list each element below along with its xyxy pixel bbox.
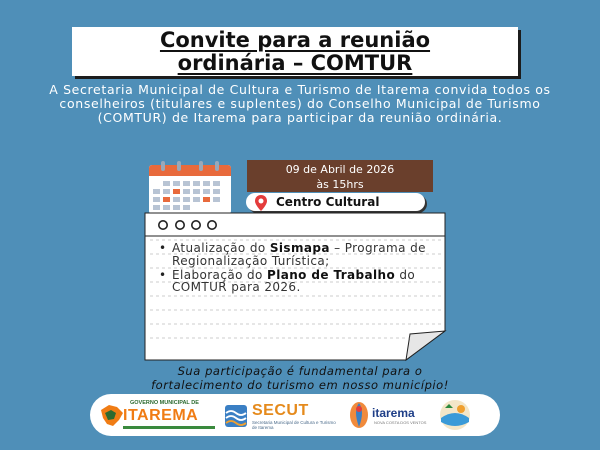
event-time: às 15hrs bbox=[316, 178, 364, 191]
itarema-gov-name: ITAREMA bbox=[123, 407, 199, 424]
agenda-item bbox=[156, 242, 438, 268]
itarema-tourism-logo bbox=[348, 399, 426, 431]
agenda-item-text: Elaboração do bbox=[172, 267, 267, 282]
itarema-government-logo bbox=[99, 400, 215, 430]
itarema-tourism-name: itarema bbox=[372, 406, 415, 420]
agenda-item-text: – Programa de Regionalização Turística; bbox=[172, 241, 426, 268]
agenda-item-bold: Sismapa bbox=[269, 241, 330, 255]
logo-bar bbox=[90, 394, 500, 436]
title-line-2: ordinária – COMTUR bbox=[177, 51, 413, 75]
secut-name: SECUT bbox=[252, 402, 309, 419]
title-line-1: Convite para a reunião bbox=[159, 28, 431, 52]
wave-icon bbox=[224, 404, 248, 428]
closing-line-1: Sua participação é fundamental para o bbox=[177, 364, 423, 378]
round-emblem-icon bbox=[435, 398, 475, 432]
shell-icon bbox=[348, 399, 370, 429]
event-location: Centro Cultural bbox=[276, 195, 380, 209]
agenda-item-text: do COMTUR para 2026. bbox=[172, 267, 416, 295]
agenda-item bbox=[156, 269, 438, 295]
itarema-strip bbox=[123, 426, 215, 429]
itarema-gov-top: GOVERNO MUNICIPAL DE bbox=[130, 400, 199, 406]
intro-text: A Secretaria Municipal de Cultura e Turismo de Itarema convida todos os conselheiros (titulares e suplentes) do Conselho Municipal de Turismo (COMTUR) de Itarema para participar da reunião ordinária. bbox=[49, 82, 551, 126]
event-date: 09 de Abril de 2026 bbox=[285, 163, 395, 176]
secut-logo bbox=[224, 402, 340, 430]
secut-subtitle: Secretaria Municipal de Cultura e Turismo de Itarema bbox=[252, 420, 336, 430]
closing-text bbox=[30, 364, 570, 392]
closing-line-2: fortalecimento do turismo em nosso município! bbox=[151, 378, 449, 392]
agenda-item-text: Atualização do bbox=[172, 241, 270, 255]
agenda-item-bold: Plano de Trabalho bbox=[267, 267, 396, 282]
ceara-map-icon bbox=[99, 404, 125, 428]
itarema-tourism-subtitle: NOVA COSTA DOS VENTOS bbox=[374, 420, 427, 425]
agenda-list bbox=[156, 242, 438, 295]
